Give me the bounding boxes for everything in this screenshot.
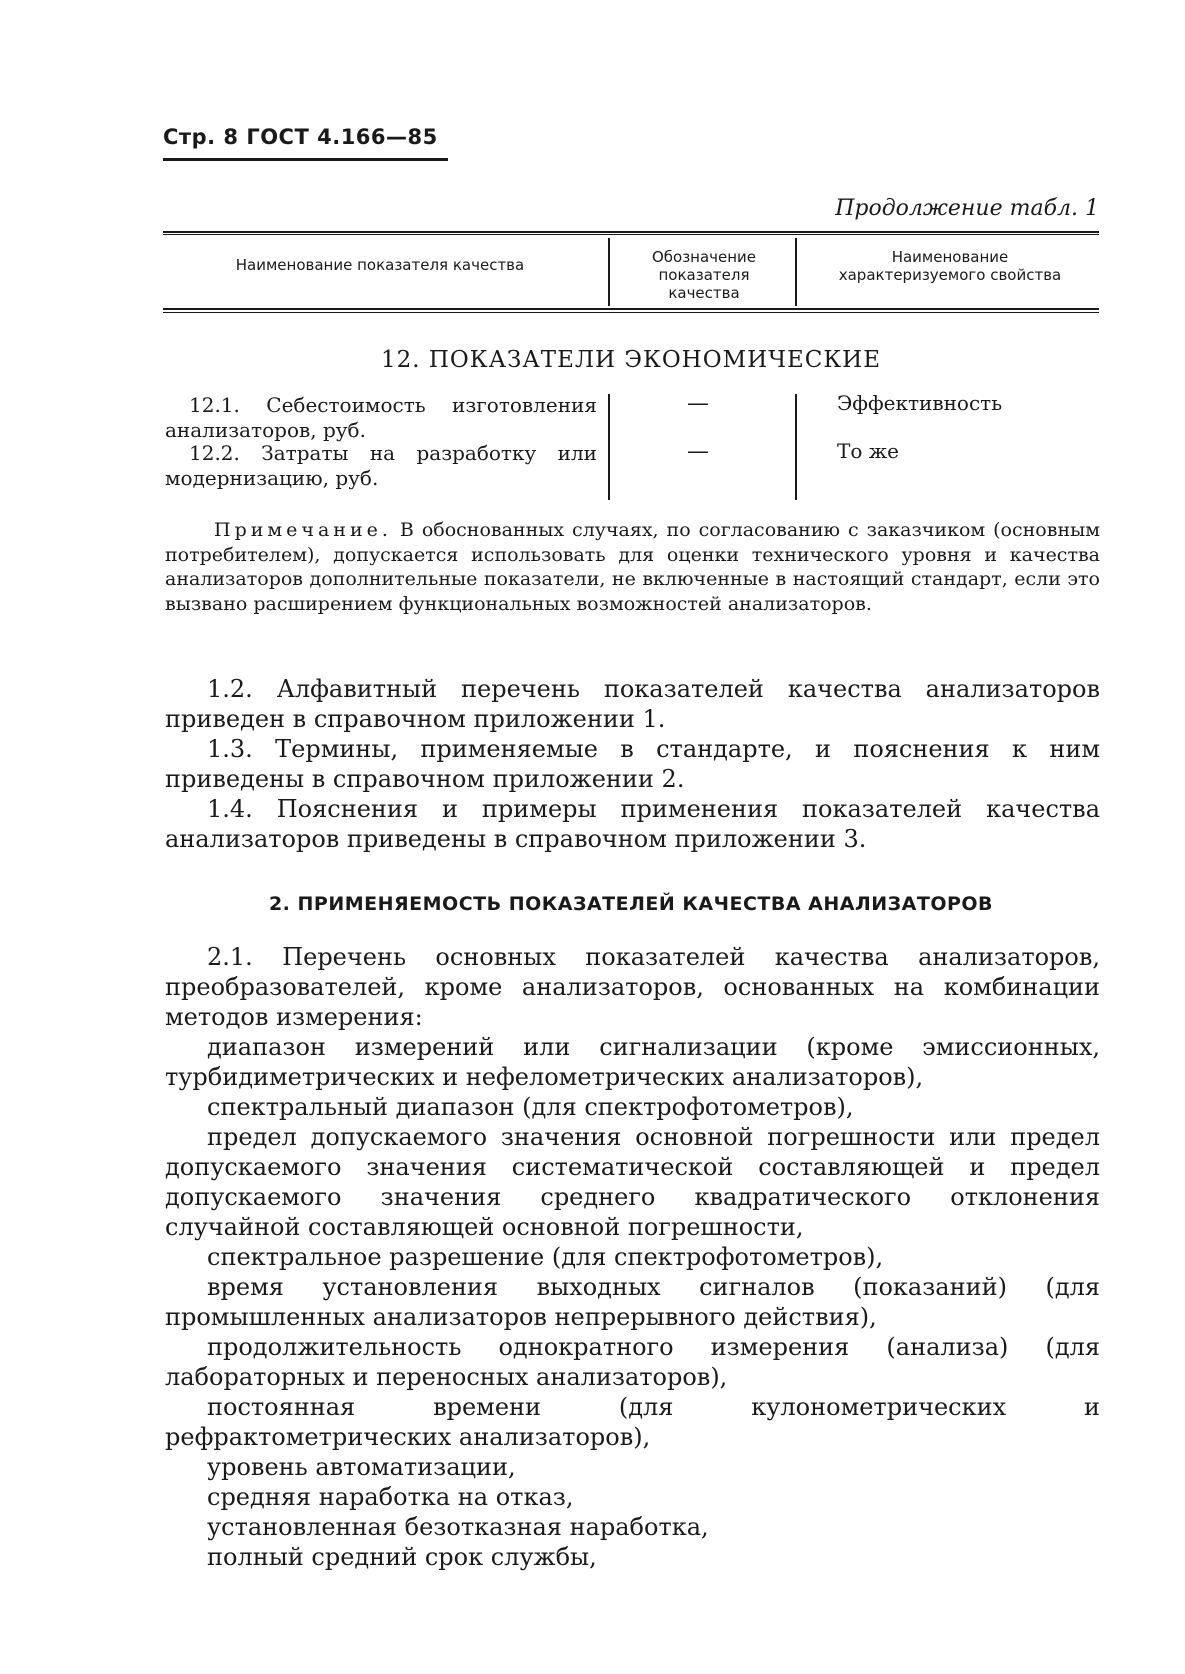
table-section-title: 12. ПОКАЗАТЕЛИ ЭКОНОМИЧЕСКИЕ [380,347,882,373]
table-row-property: Эффективность [837,391,1003,415]
table-row-symbol: — [687,439,709,464]
list-item: диапазон измерений или сигнализации (кроме эмиссионных, турбидиметрических и нефелометрических анализаторов), [165,1033,1100,1091]
section-heading: 2. ПРИМЕНЯЕМОСТЬ ПОКАЗАТЕЛЕЙ КАЧЕСТВА АНАЛИЗАТОРОВ [268,893,994,915]
table-row-property: То же [837,439,899,463]
list-item: предел допускаемого значения основной погрешности или предел допускаемого значения систематической составляющей и предел допускаемого значения среднего квадратического отклонения случайной составляющей основной погрешности, [165,1123,1100,1241]
note-text: В обоснованных случаях, по согласованию с заказчиком (основным потребителем), допускается использовать для оценки технического уровня и качества анализаторов дополнительные показатели, не включенные в настоящий стандарт, если это вызвано расширением функциональных возможностей анализаторов. [165,519,1101,615]
table-row-name: 12.2. Затраты на разработку или модернизацию, руб. [165,441,597,490]
table-header-bottom-rule [163,308,1099,310]
list-item: средняя наработка на отказ, [207,1483,574,1511]
list-item: продолжительность однократного измерения (анализа) (для лабораторных и переносных анализаторов), [165,1333,1100,1391]
table-top-rule-thin [163,234,1099,235]
table-row-symbol: — [687,391,709,416]
list-item: установленная безотказная наработка, [207,1513,709,1541]
table-note [165,518,1100,616]
table-column-divider [795,394,797,500]
list-item: постоянная времени (для кулонометрических и рефрактометрических анализаторов), [165,1393,1100,1451]
table-header-name: Наименование показателя качества [235,256,525,274]
header-rule [163,158,448,161]
note-lead: Примечание. [214,519,392,541]
table-column-divider [608,238,610,306]
table-continuation-label: Продолжение табл. 1 [835,196,1099,221]
table-header-symbol: Обозначение показателя качества [651,248,757,302]
table-column-divider [608,394,610,500]
table-header-bottom-rule-thin [163,312,1099,313]
list-item: полный средний срок службы, [207,1543,597,1571]
list-item: спектральное разрешение (для спектрофотометров), [207,1243,884,1271]
table-header-property: Наименование характеризуемого свойства [838,248,1062,284]
paragraph-1-3: 1.3. Термины, применяемые в стандарте, и пояснения к ним приведены в справочном приложении 2. [165,735,1100,793]
paragraph-1-2: 1.2. Алфавитный перечень показателей качества анализаторов приведен в справочном приложении 1. [165,675,1100,733]
page-header: Стр. 8 ГОСТ 4.166—85 [163,125,438,149]
table-top-rule [163,231,1099,233]
list-item: уровень автоматизации, [207,1453,516,1481]
list-item: время установления выходных сигналов (показаний) (для промышленных анализаторов непрерывного действия), [165,1273,1100,1331]
paragraph-1-4: 1.4. Пояснения и примеры применения показателей качества анализаторов приведены в справочном приложении 3. [165,795,1100,853]
paragraph-2-1: 2.1. Перечень основных показателей качества анализаторов, преобразователей, кроме анализаторов, основанных на комбинации методов измерения: [165,943,1100,1031]
list-item: спектральный диапазон (для спектрофотометров), [207,1093,854,1121]
table-row-name: 12.1. Себестоимость изготовления анализаторов, руб. [165,393,597,442]
table-column-divider [795,238,797,306]
